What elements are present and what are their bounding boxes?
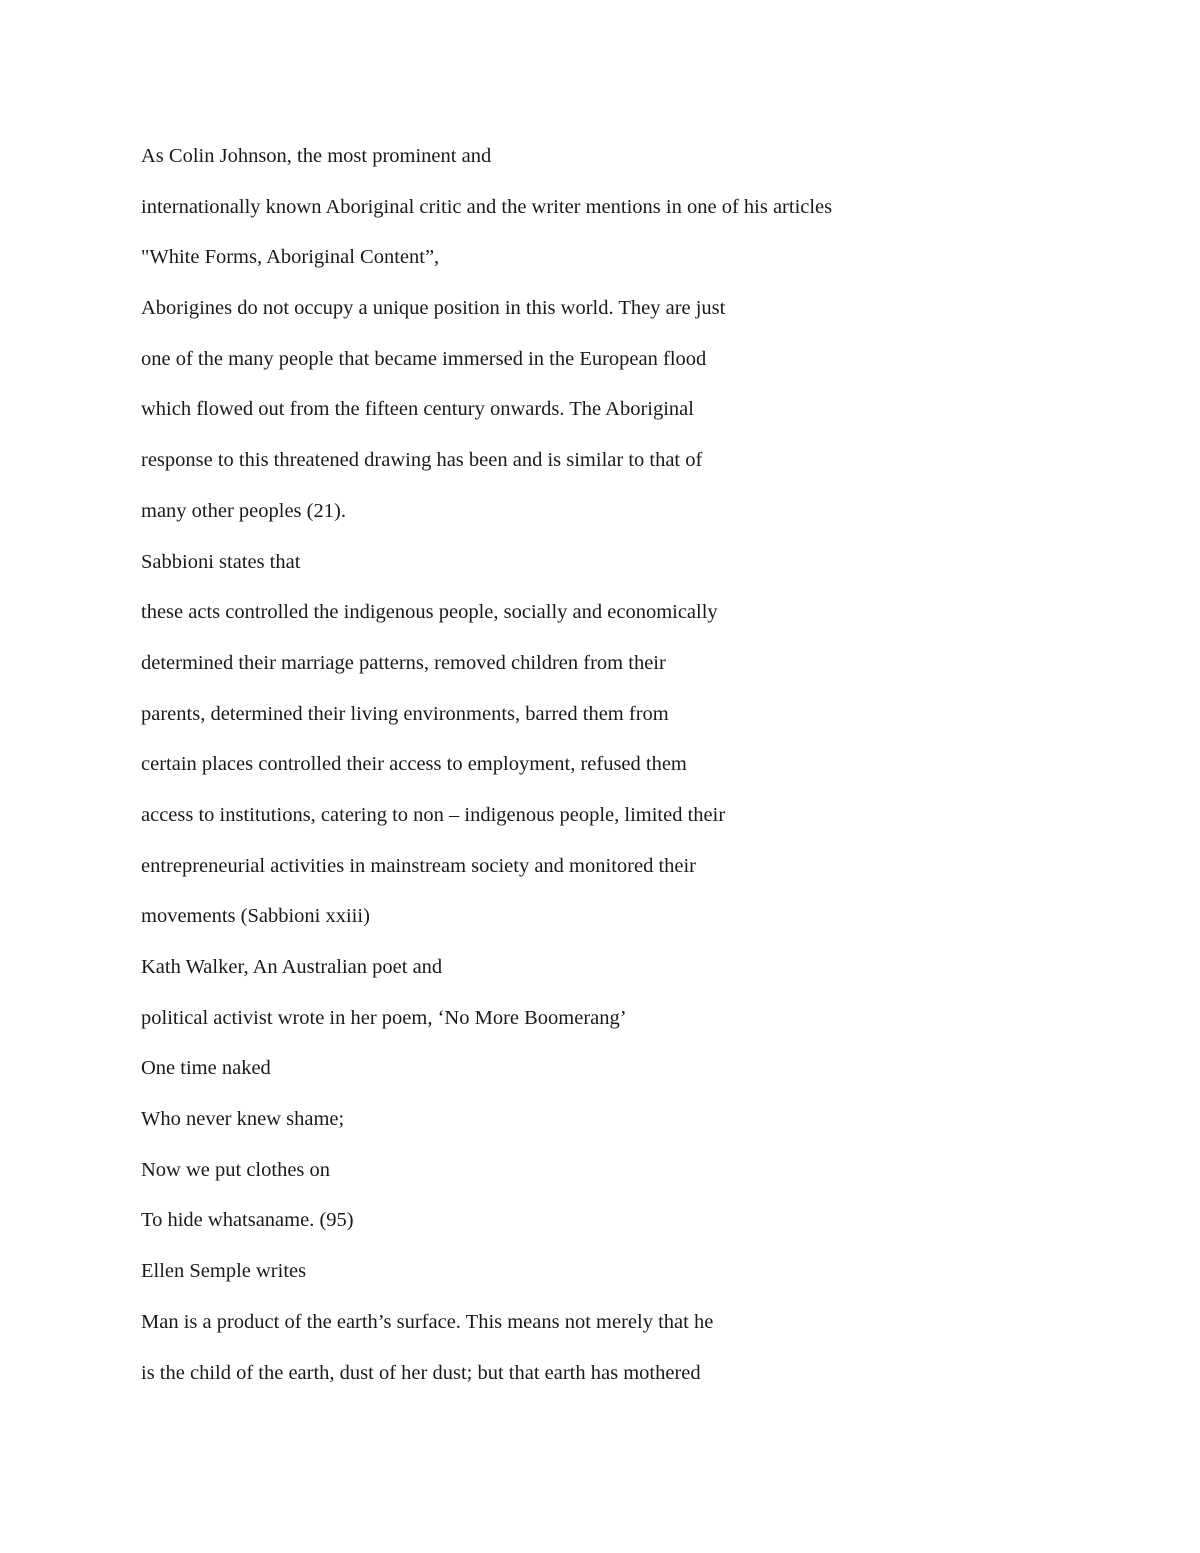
text-line: Kath Walker, An Australian poet and xyxy=(141,956,443,978)
text-line: parents, determined their living environments, barred them from xyxy=(141,702,669,725)
text-line: movements (Sabbioni xxiii) xyxy=(141,905,370,928)
text-line: political activist wrote in her poem, ‘No More Boomerang’ xyxy=(141,1006,627,1029)
text-line: Man is a product of the earth’s surface. This means not merely that he xyxy=(141,1310,714,1333)
text-line: "White Forms, Aboriginal Content”, xyxy=(141,246,440,269)
poem-line: One time naked xyxy=(141,1057,271,1080)
text-line: these acts controlled the indigenous people, socially and economically xyxy=(141,601,718,624)
text-line: which flowed out from the fifteen century onwards. The Aboriginal xyxy=(141,398,694,421)
text-line: Ellen Semple writes xyxy=(141,1260,307,1283)
poem-line: Who never knew shame; xyxy=(141,1108,345,1131)
text-line: is the child of the earth, dust of her dust; but that earth has mothered xyxy=(141,1361,701,1384)
text-line: access to institutions, catering to non – indigenous people, limited their xyxy=(141,803,726,826)
document-body xyxy=(141,142,1101,1409)
poem-line: Now we put clothes on xyxy=(141,1158,331,1181)
text-line: entrepreneurial activities in mainstream society and monitored their xyxy=(141,854,697,877)
text-line: internationally known Aboriginal critic and the writer mentions in one of his articles xyxy=(141,195,833,218)
text-line: Sabbioni states that xyxy=(141,550,301,573)
text-line: Aborigines do not occupy a unique position in this world. They are just xyxy=(141,297,726,320)
text-line: many other peoples (21). xyxy=(141,499,346,522)
poem-line: To hide whatsaname. (95) xyxy=(141,1209,354,1232)
text-line: determined their marriage patterns, removed children from their xyxy=(141,651,666,674)
text-line: certain places controlled their access to employment, refused them xyxy=(141,753,687,776)
text-line: response to this threatened drawing has been and is similar to that of xyxy=(141,449,703,472)
text-line: As Colin Johnson, the most prominent and xyxy=(141,145,492,167)
text-line: one of the many people that became immersed in the European flood xyxy=(141,347,707,370)
